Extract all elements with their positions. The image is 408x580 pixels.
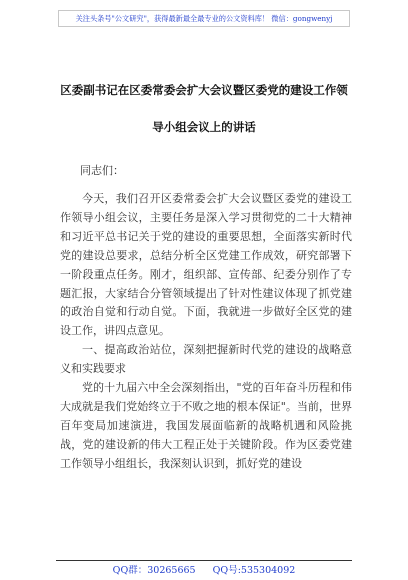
- footer: [0, 562, 408, 576]
- section-heading: 一、提高政治站位，深刻把握新时代党的建设的战略意义和实践要求: [60, 343, 352, 376]
- body-paragraph: 今天，我们召开区委常委会扩大会议暨区委党的建设工作领导小组会议，主要任务是深入学习贯彻党的二十大精神和习近平总书记关于党的建设的重要思想，全面落实新时代党的建设总要求，总结分析全区党建工作成效，研究部署下一阶段重点任务。刚才，组织部、宣传部、纪委分别作了专题汇报，大家结合分管领域提出了针对性建议体现了抓党建的政治自觉和行动自觉。下面，我就进一步做好全区党的建设工作，讲四点意见。: [60, 192, 352, 338]
- document-title-line-1: 区委副书记在区委常委会扩大会议暨区委党的建设工作领: [60, 83, 348, 97]
- document-body: [60, 190, 352, 474]
- document-title-line-2: 导小组会议上的讲话: [152, 120, 256, 134]
- footer-divider: [56, 560, 352, 561]
- qq-number: QQ号:535304092: [212, 565, 296, 576]
- qq-group-number: QQ群：30265665: [112, 565, 196, 576]
- body-paragraph: 党的十九届六中全会深刻指出，"党的百年奋斗历程和伟大成就是我们党始终立于不败之地的根本保证"。当前，世界百年变局加速演进，我国发展面临新的战略机遇和风险挑战，党的建设新的伟大工程正处于关键阶段。作为区委党建工作领导小组组长，我深刻认识到，抓好党的建设: [60, 381, 352, 470]
- promo-banner: 关注头条号"公文研究"，获得最新最全最专业的公文资料库！ 微信：gongwenyj: [58, 10, 350, 27]
- greeting: 同志们：: [80, 164, 124, 177]
